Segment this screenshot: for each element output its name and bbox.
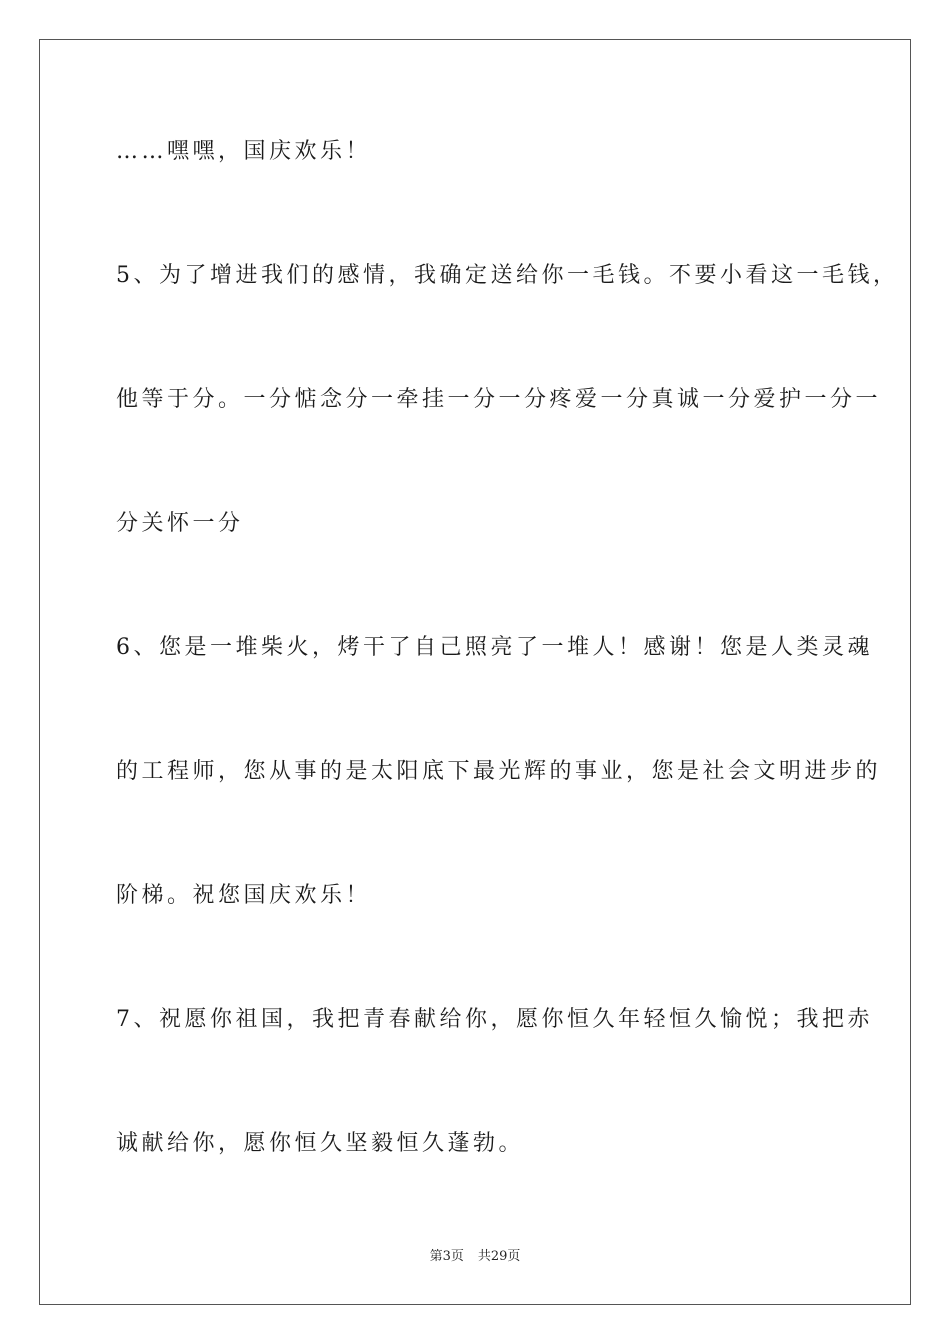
text-line-8: 7、祝愿你祖国，我把青春献给你，愿你恒久年轻恒久愉悦；我把赤 xyxy=(116,1007,873,1032)
text-line-2: 5、为了增进我们的感情，我确定送给你一毛钱。不要小看这一毛钱， xyxy=(116,263,899,288)
total-pages: 共29页 xyxy=(477,1249,521,1264)
text-line-9: 诚献给你，愿你恒久坚毅恒久蓬勃。 xyxy=(116,1131,525,1156)
page-number: 第3页 xyxy=(429,1249,464,1264)
text-line-3: 他等于分。一分惦念分一牵挂一分一分疼爱一分真诚一分爱护一分一 xyxy=(116,387,882,412)
text-line-5: 6、您是一堆柴火，烤干了自己照亮了一堆人！感谢！您是人类灵魂 xyxy=(116,635,873,660)
text-line-1: ……嘿嘿，国庆欢乐！ xyxy=(116,139,372,164)
text-line-7: 阶梯。祝您国庆欢乐！ xyxy=(116,883,372,908)
page-frame xyxy=(39,39,911,1305)
text-line-4: 分关怀一分 xyxy=(116,511,244,536)
page-footer xyxy=(0,1248,950,1266)
text-line-6: 的工程师，您从事的是太阳底下最光辉的事业，您是社会文明进步的 xyxy=(116,759,882,784)
